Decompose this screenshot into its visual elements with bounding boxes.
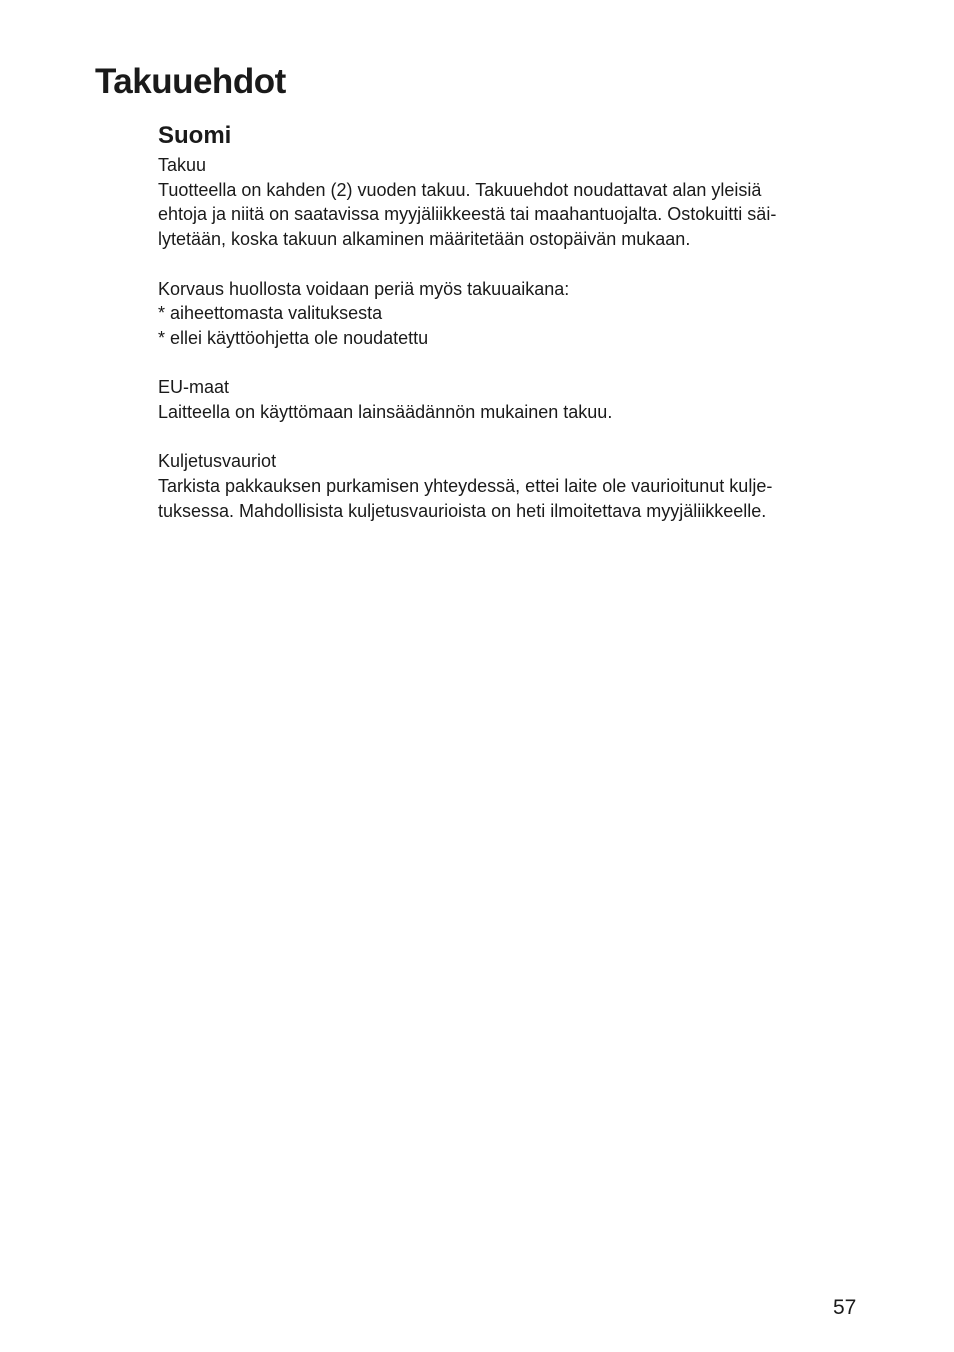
paragraph-gap [158, 425, 878, 450]
page-number: 57 [833, 1296, 857, 1319]
service-charge-item: * ellei käyttöohjetta ole noudatettu [158, 327, 429, 348]
transport-text-line: tuksessa. Mahdollisista kuljetusvaurioista on heti ilmoitettava myyjäliikkeelle. [158, 500, 767, 521]
transport-label: Kuljetusvauriot [158, 451, 277, 472]
warranty-section [158, 119, 878, 524]
eu-label: EU-maat [158, 377, 230, 398]
warranty-label: Takuu [158, 155, 207, 175]
paragraph-gap [158, 351, 878, 376]
section-heading: Suomi [158, 122, 232, 149]
eu-text: Laitteella on käyttömaan lainsäädännön mukainen takuu. [158, 402, 613, 422]
service-charge-item: * aiheettomasta valituksesta [158, 303, 383, 324]
paragraph-gap [158, 252, 878, 277]
warranty-text-line: ehtoja ja niitä on saatavissa myyjäliikkeestä tai maahantuojalta. Ostokuitti säi- [158, 204, 777, 225]
warranty-text-line: Tuotteella on kahden (2) vuoden takuu. Takuuehdot noudattavat alan yleisiä [158, 179, 762, 200]
page-title: Takuuehdot [95, 62, 286, 101]
warranty-text-line: lytetään, koska takuun alkaminen määritetään ostopäivän mukaan. [158, 229, 691, 250]
transport-text-line: Tarkista pakkauksen purkamisen yhteydessä, ettei laite ole vaurioitunut kulje- [158, 476, 773, 497]
service-charge-intro: Korvaus huollosta voidaan periä myös takuuaikana: [158, 278, 570, 299]
